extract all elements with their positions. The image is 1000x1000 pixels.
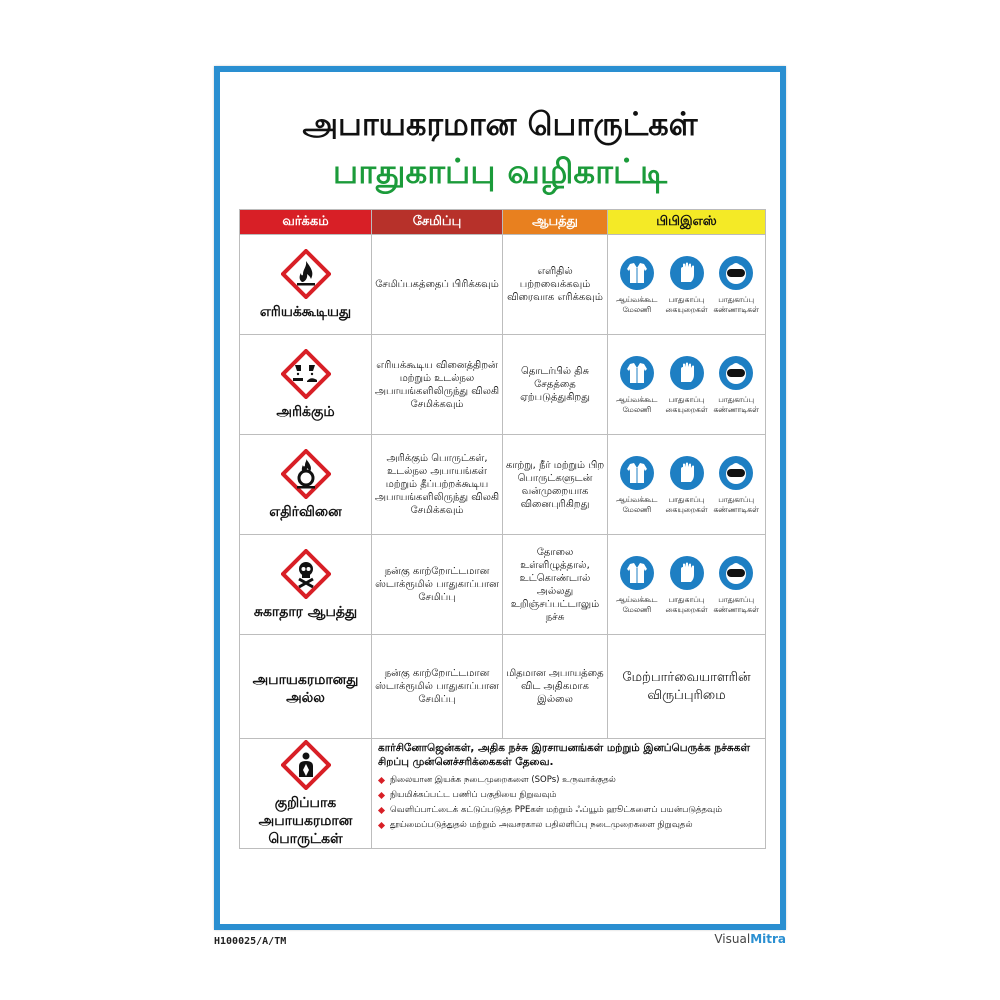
special-intro: கார்சினோஜென்கள், அதிக நச்சு இரசாயனங்கள் மற்றும் இனப்பெருக்க நச்சுகள் சிறப்பு முன்னெச்சரிக்கைகள் தேவை. xyxy=(378,742,750,768)
storage-cell: சேமிப்பகத்தைப் பிரிக்கவும் xyxy=(372,235,503,335)
product-code: H100025/A/TM xyxy=(214,936,287,947)
ppe-gloves-label: பாதுகாப்பு கையுறைகள் xyxy=(665,394,708,414)
goggles-icon xyxy=(718,555,754,591)
gloves-icon xyxy=(669,455,705,491)
header-hazard: ஆபத்து xyxy=(503,210,608,235)
poster-title: அபாயகரமான பொருட்கள் xyxy=(302,105,698,143)
list-item: தூய்மைப்படுத்துதல் மற்றும் அவசரகால பதிலளிப்பு நடைமுறைகளை நிறுவுதல் xyxy=(378,818,759,833)
ppe-gloves-label: பாதுகாப்பு கையுறைகள் xyxy=(665,294,708,314)
storage-cell: அரிக்கும் பொருட்கள், உடல்நல அபாயங்கள் மற்றும் தீப்பற்றக்கூடிய அபாயங்களிலிருந்து விலகி சேமிக்கவும் xyxy=(372,435,503,535)
poster-subtitle: பாதுகாப்பு வழிகாட்டி xyxy=(332,152,668,192)
goggles-icon xyxy=(718,455,754,491)
classification-cell xyxy=(240,335,372,435)
brand-logo xyxy=(714,932,786,946)
classification-name: குறிப்பாக அபாயகரமான பொருட்கள் xyxy=(258,794,353,847)
table-row xyxy=(240,635,766,739)
ppe-gloves xyxy=(662,555,712,615)
goggles-icon xyxy=(718,355,754,391)
hazard-cell: மிதமான அபாயத்தை விட அதிகமாக இல்லை xyxy=(503,635,608,739)
classification-cell xyxy=(240,739,372,849)
list-item: நிலையான இயக்க நடைமுறைகளை (SOPs) உருவாக்குதல் xyxy=(378,773,759,788)
storage-cell: நன்கு காற்றோட்டமான ஸ்டாக்ரூமில் பாதுகாப்பான சேமிப்பு xyxy=(372,635,503,739)
ppe-goggles-label: பாதுகாப்பு கண்ணாடிகள் xyxy=(713,494,759,514)
ppe-coat-label: ஆய்வக்கூட மேலணி xyxy=(616,594,658,614)
classification-name: சுகாதார ஆபத்து xyxy=(253,603,358,620)
header-ppe: பிபிஇஎஸ் xyxy=(608,210,766,235)
hazard-cell: தொடர்பில் திசு சேதத்தை ஏற்படுத்துகிறது xyxy=(503,335,608,435)
table-row xyxy=(240,435,766,535)
ppe-coat xyxy=(612,555,662,615)
table-header-row xyxy=(240,210,766,235)
corrosion-icon xyxy=(281,349,331,399)
hazard-cell: தோலை உள்ளிழுத்தால், உட்கொண்டால் அல்லது உறிஞ்சப்பட்டாலும் நச்சு xyxy=(503,535,608,635)
list-item: நியமிக்கப்பட்ட பணிப் பகுதியை நிறுவவும் xyxy=(378,788,759,803)
gloves-icon xyxy=(669,555,705,591)
lab-coat-icon xyxy=(619,555,655,591)
ppe-cell xyxy=(608,435,766,535)
ppe-goggles xyxy=(711,355,761,415)
classification-cell xyxy=(240,635,372,739)
ppe-coat-label: ஆய்வக்கூட மேலணி xyxy=(616,394,658,414)
brand-suffix: Mitra xyxy=(750,932,786,946)
hazard-table xyxy=(239,209,766,849)
hazard-cell: எளிதில் பற்றவைக்கவும் விரைவாக எரிக்கவும் xyxy=(503,235,608,335)
special-cell xyxy=(372,739,766,849)
ppe-cell xyxy=(608,335,766,435)
storage-cell: எரியக்கூடிய வினைத்திறன் மற்றும் உடல்நல அபாயங்களிலிருந்து விலகி சேமிக்கவும் xyxy=(372,335,503,435)
gloves-icon xyxy=(669,355,705,391)
classification-name: எரியக்கூடியது xyxy=(259,303,352,320)
lab-coat-icon xyxy=(619,355,655,391)
ppe-goggles-label: பாதுகாப்பு கண்ணாடிகள் xyxy=(713,294,759,314)
poster xyxy=(214,66,786,947)
ppe-cell: மேற்பார்வையாளரின் விருப்புரிமை xyxy=(608,635,766,739)
classification-cell xyxy=(240,235,372,335)
header-classification: வர்க்கம் xyxy=(240,210,372,235)
flame-icon xyxy=(281,249,331,299)
ppe-gloves-label: பாதுகாப்பு கையுறைகள் xyxy=(665,594,708,614)
ppe-goggles xyxy=(711,255,761,315)
hazard-cell: காற்று, நீர் மற்றும் பிற பொருட்களுடன் வன்முறையாக வினைபுரிகிறது xyxy=(503,435,608,535)
table-row xyxy=(240,535,766,635)
ppe-goggles-label: பாதுகாப்பு கண்ணாடிகள் xyxy=(713,394,759,414)
ppe-gloves xyxy=(662,255,712,315)
table-row xyxy=(240,739,766,849)
goggles-icon xyxy=(718,255,754,291)
lab-coat-icon xyxy=(619,455,655,491)
header-storage: சேமிப்பு xyxy=(372,210,503,235)
gloves-icon xyxy=(669,255,705,291)
ppe-cell xyxy=(608,535,766,635)
brand-prefix: Visual xyxy=(714,932,751,946)
special-bullets xyxy=(372,773,765,833)
classification-cell xyxy=(240,535,372,635)
ppe-gloves-label: பாதுகாப்பு கையுறைகள் xyxy=(665,494,708,514)
classification-name: அரிக்கும் xyxy=(276,403,335,420)
ppe-coat xyxy=(612,455,662,515)
table-row xyxy=(240,235,766,335)
ppe-gloves xyxy=(662,355,712,415)
ppe-coat-label: ஆய்வக்கூட மேலணி xyxy=(616,294,658,314)
skull-crossbones-icon xyxy=(281,549,331,599)
ppe-coat-label: ஆய்வக்கூட மேலணி xyxy=(616,494,658,514)
ppe-goggles-label: பாதுகாப்பு கண்ணாடிகள் xyxy=(713,594,759,614)
classification-cell xyxy=(240,435,372,535)
list-item: வெளிப்பாட்டைக் கட்டுப்படுத்த PPEகள் மற்றும் ஃப்யூம் ஹூட்களைப் பயன்படுத்தவும் xyxy=(378,803,759,818)
classification-name: எதிர்வினை xyxy=(269,503,342,520)
poster-frame xyxy=(214,66,786,930)
lab-coat-icon xyxy=(619,255,655,291)
ppe-coat xyxy=(612,355,662,415)
classification-name: அபாயகரமானது அல்ல xyxy=(252,671,359,706)
ppe-gloves xyxy=(662,455,712,515)
storage-cell: நன்கு காற்றோட்டமான ஸ்டாக்ரூமில் பாதுகாப்பான சேமிப்பு xyxy=(372,535,503,635)
flame-over-circle-icon xyxy=(281,449,331,499)
ppe-goggles xyxy=(711,555,761,615)
ppe-goggles xyxy=(711,455,761,515)
health-hazard-icon xyxy=(281,740,331,790)
ppe-coat xyxy=(612,255,662,315)
ppe-cell xyxy=(608,235,766,335)
table-row xyxy=(240,335,766,435)
